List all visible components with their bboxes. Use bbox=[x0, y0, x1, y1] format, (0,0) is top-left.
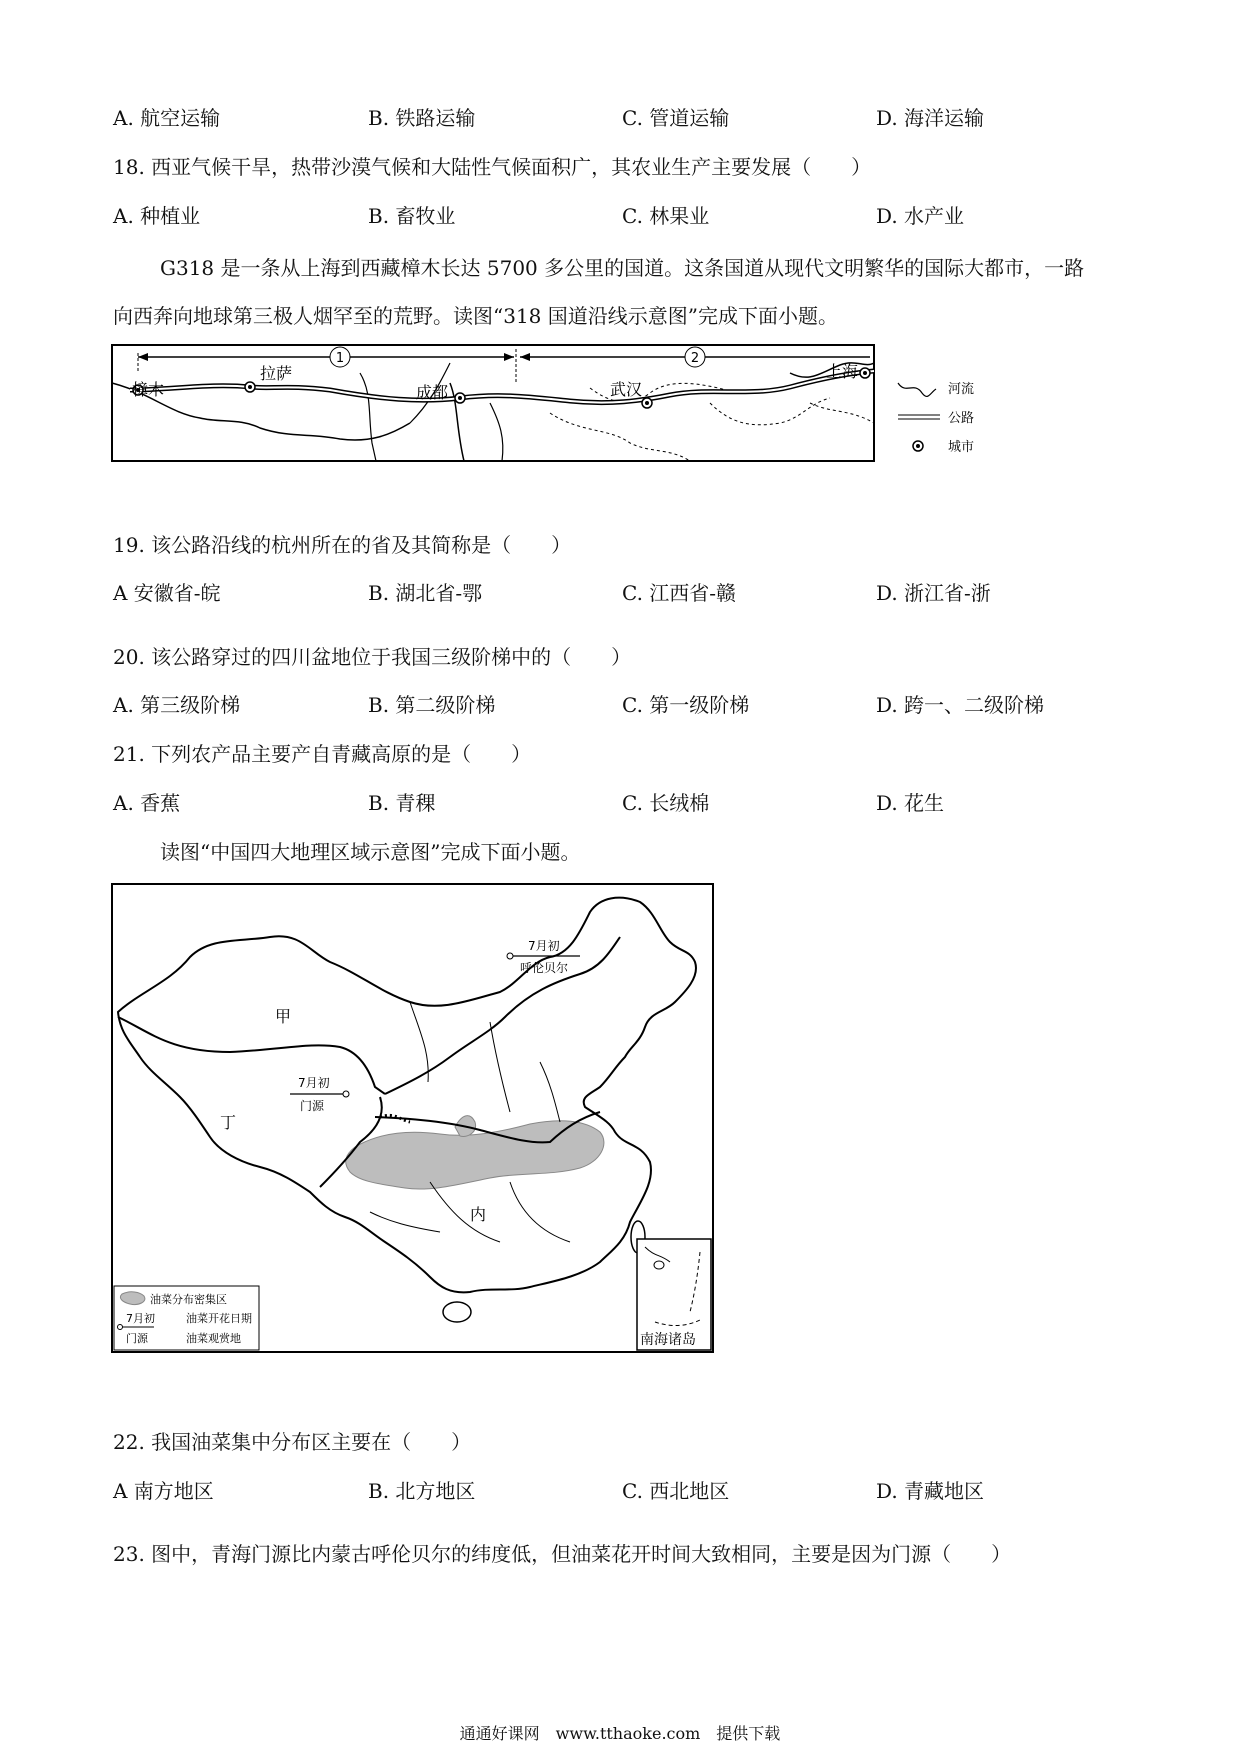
q22-option-b: B. 北方地区 bbox=[368, 1479, 476, 1503]
q22-stem: 22. 我国油菜集中分布区主要在（ ） bbox=[113, 1430, 472, 1454]
hulunbuir-date: 7月初 bbox=[528, 939, 560, 953]
footer-source: 通通好课网 www.tthaoke.com 提供下载 bbox=[459, 1724, 781, 1743]
q17-option-c: C. 管道运输 bbox=[622, 106, 730, 130]
region-nei: 内 bbox=[470, 1205, 487, 1224]
q21-option-a: A. 香蕉 bbox=[113, 791, 181, 815]
passage1-line1: G318 是一条从上海到西藏樟木长达 5700 多公里的国道。这条国道从现代文明繁华的国际大都市，一路 bbox=[160, 256, 1085, 280]
inset-label: 南海诸岛 bbox=[640, 1332, 696, 1348]
q22-option-c: C. 西北地区 bbox=[622, 1479, 730, 1503]
city-zhangmu: 樟木 bbox=[132, 380, 165, 399]
q18-option-c: C. 林果业 bbox=[622, 204, 710, 228]
q21-stem: 21. 下列农产品主要产自青藏高原的是（ ） bbox=[113, 742, 532, 766]
q19-option-c: C. 江西省-赣 bbox=[622, 581, 737, 605]
q18-option-d: D. 水产业 bbox=[876, 204, 965, 228]
city-wuhan: 武汉 bbox=[610, 380, 643, 399]
legend-viewing-site: 油菜观赏地 bbox=[186, 1332, 241, 1345]
q21-option-c: C. 长绒棉 bbox=[622, 791, 710, 815]
region-jia: 甲 bbox=[275, 1007, 292, 1026]
q20-option-d: D. 跨一、二级阶梯 bbox=[876, 693, 1045, 717]
q18-option-b: B. 畜牧业 bbox=[368, 204, 456, 228]
segment-1-label: 1 bbox=[335, 351, 345, 366]
q18-option-a: A. 种植业 bbox=[113, 204, 201, 228]
legend-site: 门源 bbox=[126, 1332, 148, 1345]
q19-option-a: A 安徽省-皖 bbox=[113, 581, 221, 605]
legend-date: 7月初 bbox=[126, 1312, 155, 1325]
q19-option-d: D. 浙江省-浙 bbox=[876, 581, 991, 605]
q20-option-a: A. 第三级阶梯 bbox=[113, 693, 241, 717]
q21-option-d: D. 花生 bbox=[876, 791, 945, 815]
legend-bloom-date: 油菜开花日期 bbox=[186, 1312, 252, 1325]
q21-option-b: B. 青稞 bbox=[368, 791, 436, 815]
region-ding: 丁 bbox=[220, 1113, 237, 1132]
legend-rapeseed-area: 油菜分布密集区 bbox=[150, 1293, 227, 1306]
legend-river: 河流 bbox=[948, 382, 975, 397]
city-chengdu: 成都 bbox=[416, 383, 449, 402]
hulunbuir-name: 呼伦贝尔 bbox=[520, 961, 569, 975]
segment-2-label: 2 bbox=[690, 351, 700, 366]
city-shanghai: 上海 bbox=[826, 362, 859, 381]
q18-stem: 18. 西亚气候干旱，热带沙漠气候和大陆性气候面积广，其农业生产主要发展（ ） bbox=[113, 155, 872, 179]
q20-option-c: C. 第一级阶梯 bbox=[622, 693, 750, 717]
q20-option-b: B. 第二级阶梯 bbox=[368, 693, 496, 717]
q23-stem: 23. 图中，青海门源比内蒙古呼伦贝尔的纬度低，但油菜花开时间大致相同，主要是因为门源（ ） bbox=[113, 1542, 1012, 1566]
city-lhasa: 拉萨 bbox=[260, 364, 293, 383]
q22-option-a: A 南方地区 bbox=[113, 1479, 214, 1503]
menyuan-date: 7月初 bbox=[298, 1076, 330, 1090]
passage2-line1: 读图“中国四大地理区域示意图”完成下面小题。 bbox=[160, 840, 581, 864]
q17-option-a: A. 航空运输 bbox=[113, 106, 221, 130]
q17-option-b: B. 铁路运输 bbox=[368, 106, 476, 130]
passage1-line2: 向西奔向地球第三极人烟罕至的荒野。读图“318 国道沿线示意图”完成下面小题。 bbox=[113, 304, 838, 328]
q19-stem: 19. 该公路沿线的杭州所在的省及其简称是（ ） bbox=[113, 533, 572, 557]
china-regions-map bbox=[110, 882, 715, 1354]
g318-route-map bbox=[110, 343, 990, 463]
q22-option-d: D. 青藏地区 bbox=[876, 1479, 985, 1503]
legend-road: 公路 bbox=[948, 411, 975, 426]
legend-city: 城市 bbox=[948, 440, 975, 455]
menyuan-name: 门源 bbox=[300, 1099, 325, 1113]
q20-stem: 20. 该公路穿过的四川盆地位于我国三级阶梯中的（ ） bbox=[113, 645, 632, 669]
q17-option-d: D. 海洋运输 bbox=[876, 106, 985, 130]
q19-option-b: B. 湖北省-鄂 bbox=[368, 581, 483, 605]
